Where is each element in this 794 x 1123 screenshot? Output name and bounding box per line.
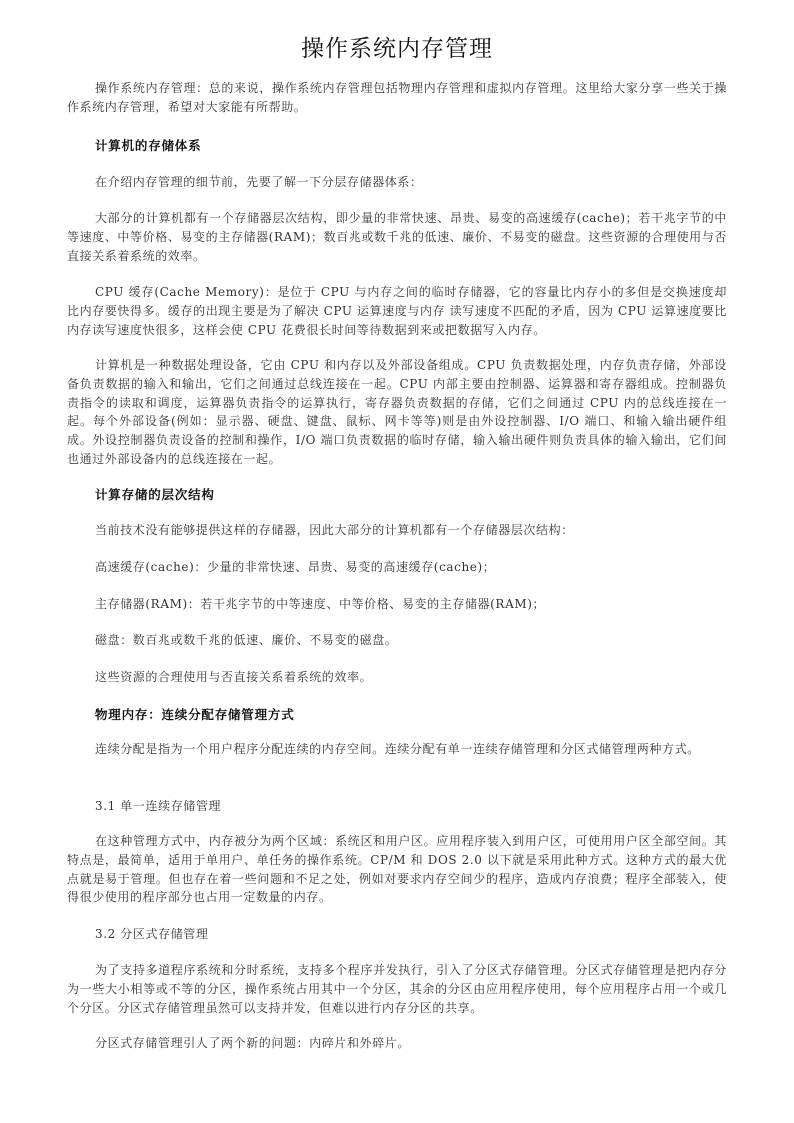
text-line: 高速缓存(cache)：少量的非常快速、昂贵、易变的高速缓存(cache)； bbox=[95, 560, 496, 574]
text-line: 分区式存储管理引人了两个新的问题：内碎片和外碎片。 bbox=[95, 1036, 411, 1050]
section-heading: 计算机的存储体系 bbox=[95, 138, 202, 153]
subsection-heading: 3.2 分区式存储管理 bbox=[95, 927, 209, 941]
section-heading: 计算存储的层次结构 bbox=[95, 487, 215, 502]
page-title: 操作系统内存管理 bbox=[301, 36, 493, 62]
section-heading: 物理内存：连续分配存储管理方式 bbox=[95, 707, 295, 722]
paragraph: CPU 缓存(Cache Memory)：是位于 CPU 与内存之间的临时存储器，它的容量比内存小的多但是交换速度却比内存要快得多。缓存的出现主要是为了解决 CPU 运算速度与内存 读写速度不匹配的矛盾，因为 CPU 运算速度要比内存读写速度快很多，这样会使 CPU 花费很长时间等待数据到来或把数据写入内存。 bbox=[67, 285, 727, 337]
paragraph: 为了支持多道程序系统和分时系统，支持多个程序并发执行，引入了分区式存储管理。分区式存储管理是把内存分为一些大小相等或不等的分区，操作系统占用其中一个分区，其余的分区由应用程序使用，每个应用程序占用一个或几个分区。分区式存储管理虽然可以支持并发，但难以进行内存分区的共享。 bbox=[67, 963, 727, 1015]
paragraph: 计算机是一种数据处理设备，它由 CPU 和内存以及外部设备组成。CPU 负责数据处理，内存负责存储，外部设备负责数据的输入和输出，它们之间通过总线连接在一起。CPU 内部主要由控制器、运算器和寄存器组成。控制器负责指令的读取和调度，运算器负责指令的运算执行，寄存器负责数据的存储，它们之间通过 CPU 内的总线连接在一起。每个外部设备(例如：显示器、硬盘、键盘、鼠标、网卡等等)则是由外设控制器、I/O 端口、和输入输出硬件组成。外设控制器负责设备的控制和操作，I/O 端口负责数据的临时存储，输入输出硬件则负责具体的输入输出，它们间也通过外部设备内的总线连接在一起。 bbox=[67, 358, 727, 466]
paragraph: 大部分的计算机都有一个存储器层次结构，即少量的非常快速、昂贵、易变的高速缓存(cache)；若干兆字节的中等速度、中等价格、易变的主存储器(RAM)；数百兆或数千兆的低速、廉价、不易变的磁盘。这些资源的合理使用与否直接关系着系统的效率。 bbox=[67, 211, 727, 263]
text-line: 这些资源的合理使用与否直接关系着系统的效率。 bbox=[95, 670, 373, 684]
text-line: 当前技术没有能够提供这样的存储器，因此大部分的计算机都有一个存储器层次结构： bbox=[95, 523, 574, 537]
subsection-heading: 3.1 单一连续存储管理 bbox=[95, 799, 222, 813]
text-line: 主存储器(RAM)：若干兆字节的中等速度、中等价格、易变的主存储器(RAM)； bbox=[95, 597, 546, 611]
text-line: 磁盘：数百兆或数千兆的低速、廉价、不易变的磁盘。 bbox=[95, 633, 398, 647]
paragraph: 连续分配是指为一个用户程序分配连续的内存空间。连续分配有单一连续存储管理和分区式储管理两种方式。 bbox=[95, 742, 700, 756]
paragraph: 在介绍内存管理的细节前，先要了解一下分层存储器体系： bbox=[95, 175, 423, 189]
intro-paragraph: 操作系统内存管理：总的来说，操作系统内存管理包括物理内存管理和虚拟内存管理。这里给大家分享一些关于操作系统内存管理，希望对大家能有所帮助。 bbox=[67, 81, 727, 114]
paragraph: 在这种管理方式中，内存被分为两个区域：系统区和用户区。应用程序装入到用户区，可使用用户区全部空间。其特点是，最简单，适用于单用户、单任务的操作系统。CP/M 和 DOS 2.0 以下就是采用此种方式。这种方式的最大优点就是易于管理。但也存在着一些问题和不足之处，例如对要求内存空间少的程序，造成内存浪费；程序全部装入，使得很少使用的程序部分也占用一定数量的内存。 bbox=[67, 834, 727, 905]
